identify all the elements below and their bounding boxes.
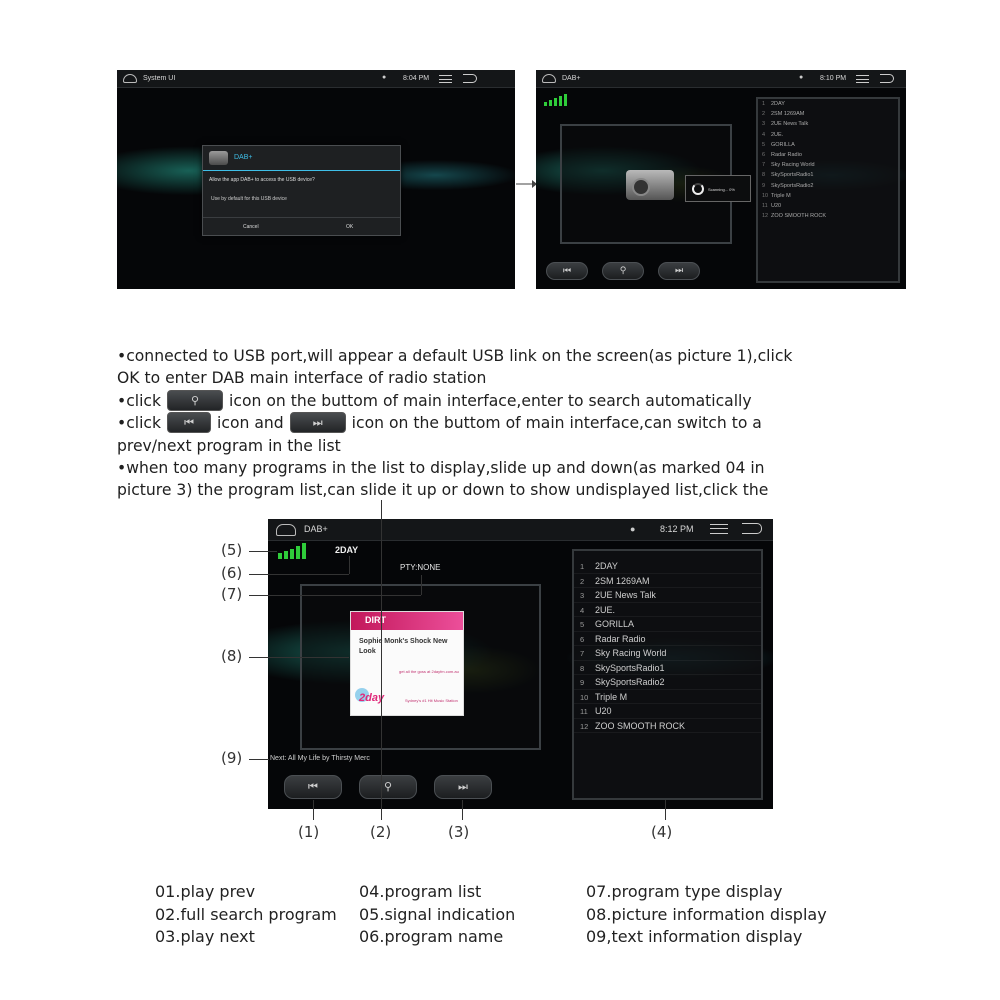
- program-list-name: 2UE.: [595, 604, 616, 615]
- legend-item: 04.program list: [359, 882, 482, 901]
- search-icon: ⚲: [619, 266, 627, 276]
- program-list-item[interactable]: [574, 559, 761, 574]
- legend-item: 01.play prev: [155, 882, 256, 901]
- dialog-title: DAB+: [234, 154, 253, 161]
- instruction-text: icon on the buttom of main interface,enter to search automatically: [229, 391, 752, 410]
- callout-6: (6): [221, 564, 243, 582]
- callout-7: (7): [221, 585, 243, 603]
- program-list-item[interactable]: [574, 574, 761, 589]
- program-list-item[interactable]: [574, 603, 761, 618]
- program-list[interactable]: [572, 549, 763, 800]
- program-list-item[interactable]: [574, 617, 761, 632]
- program-list-name: U20: [771, 202, 782, 209]
- instruction-text: icon on the buttom of main interface,can switch to a: [351, 414, 762, 433]
- search-button[interactable]: [359, 775, 417, 799]
- next-icon: ⏭: [312, 416, 323, 430]
- legend-item: 09,text information display: [586, 927, 803, 946]
- legend-item: 07.program type display: [586, 882, 783, 901]
- play-next-button[interactable]: [434, 775, 492, 799]
- callout-line: [249, 551, 277, 552]
- card-headline: Sophie Monk's Shock New Look: [359, 638, 448, 655]
- callout-2: (2): [370, 823, 392, 841]
- legend-item: 06.program name: [359, 927, 504, 946]
- instruction-line: [117, 390, 907, 412]
- location-icon: ●: [630, 524, 636, 534]
- program-number: 4: [580, 605, 585, 615]
- menu-icon[interactable]: [439, 75, 452, 83]
- home-icon[interactable]: [542, 74, 556, 83]
- ok-button[interactable]: OK: [346, 224, 354, 230]
- instruction-text: icon and: [217, 414, 284, 433]
- usb-permission-dialog: [202, 145, 401, 236]
- card-footer: Sydney's #1 Hit Music Station: [405, 698, 458, 703]
- program-list-item[interactable]: [758, 99, 898, 109]
- program-type: PTY:NONE: [400, 563, 441, 572]
- program-number: 12: [762, 213, 769, 220]
- program-list-item[interactable]: [758, 160, 898, 170]
- program-list-name: 2UE News Talk: [771, 121, 809, 128]
- program-list-item[interactable]: [758, 119, 898, 129]
- program-list-name: SkySportsRadio1: [771, 172, 814, 179]
- status-bar: [536, 70, 906, 88]
- text-information: Next: All My Life by Thirsty Merc: [270, 755, 370, 762]
- home-icon[interactable]: [123, 74, 137, 83]
- cancel-button[interactable]: Cancel: [243, 224, 259, 230]
- location-icon: ●: [382, 74, 387, 81]
- screenshot-usb-permission: [117, 70, 515, 289]
- program-number: 3: [580, 591, 585, 600]
- legend-item: 02.full search program: [155, 904, 337, 924]
- search-icon: ⚲: [191, 393, 200, 407]
- program-number: 5: [762, 141, 766, 148]
- legend-item: 05.signal indication: [359, 904, 516, 924]
- play-prev-button[interactable]: [546, 262, 588, 280]
- program-list-item[interactable]: [574, 690, 761, 705]
- dialog-divider: [203, 170, 400, 171]
- legend-column: [155, 881, 337, 949]
- signal-indicator: [278, 543, 308, 559]
- program-list-name: 2DAY: [595, 561, 618, 571]
- dialog-message: Allow the app DAB+ to access the USB device?: [209, 177, 315, 183]
- status-title: DAB+: [562, 75, 581, 82]
- program-number: 5: [580, 620, 585, 629]
- program-number: 6: [762, 151, 766, 158]
- status-bar: [117, 70, 515, 88]
- back-icon[interactable]: [463, 74, 477, 83]
- instruction-line: OK to enter DAB main interface of radio station: [117, 369, 487, 388]
- program-number: 8: [762, 172, 766, 179]
- program-number: 11: [580, 707, 588, 716]
- status-title: System UI: [143, 75, 176, 82]
- menu-icon[interactable]: [710, 524, 728, 534]
- instruction-text: •click: [117, 391, 162, 410]
- callout-8: (8): [221, 647, 243, 665]
- program-list-item[interactable]: [574, 588, 761, 603]
- callout-line: [249, 595, 421, 596]
- program-number: 12: [580, 721, 589, 731]
- status-time: 8:10 PM: [820, 75, 847, 82]
- dialog-button-bar: [203, 217, 400, 235]
- program-list-item[interactable]: [758, 130, 898, 140]
- program-number: 6: [580, 634, 585, 644]
- callout-line: [349, 556, 350, 574]
- program-list-item[interactable]: [758, 150, 898, 160]
- callout-line: [249, 657, 349, 658]
- screenshot-main-interface: [268, 519, 773, 809]
- program-number: 1: [762, 101, 766, 107]
- program-list-item[interactable]: [574, 719, 761, 734]
- card-logo: 2day: [359, 692, 385, 704]
- callout-9: (9): [221, 749, 243, 767]
- program-list-name: SkySportsRadio2: [595, 677, 665, 687]
- program-list[interactable]: [756, 97, 900, 283]
- card-subtext: get all the goss at 2dayfm.com.au: [399, 669, 459, 674]
- back-icon[interactable]: [742, 523, 762, 534]
- program-list-name: Sky Racing World: [595, 648, 667, 658]
- program-list-name: U20: [595, 706, 612, 716]
- callout-line: [381, 500, 382, 820]
- prev-button-illustration: [167, 412, 211, 433]
- program-list-name: Triple M: [771, 192, 791, 199]
- callout-4: (4): [651, 823, 673, 841]
- search-button[interactable]: [602, 262, 644, 280]
- program-list-name: ZOO SMOOTH ROCK: [595, 720, 685, 731]
- instruction-line: prev/next program in the list: [117, 436, 341, 455]
- arrow-icon: [516, 178, 538, 190]
- legend-column: [359, 881, 515, 949]
- play-next-button[interactable]: [658, 262, 700, 280]
- instruction-line: [117, 412, 907, 434]
- program-list-item[interactable]: [574, 704, 761, 719]
- program-list-name: 2DAY: [771, 101, 785, 107]
- program-list-item[interactable]: [574, 632, 761, 647]
- program-number: 2: [580, 576, 585, 586]
- callout-line: [249, 759, 269, 760]
- prev-icon: ⏮: [562, 266, 572, 276]
- callout-line: [462, 800, 463, 820]
- home-icon[interactable]: [276, 524, 296, 536]
- instruction-line: •when too many programs in the list to display,slide up and down(as marked 04 in: [117, 458, 765, 477]
- prev-icon: ⏮: [308, 780, 318, 793]
- location-icon: ●: [799, 74, 804, 81]
- prev-icon: ⏮: [184, 416, 194, 430]
- callout-line: [313, 800, 314, 820]
- program-list-item[interactable]: [758, 191, 898, 201]
- program-list-item[interactable]: [574, 646, 761, 661]
- program-list-item[interactable]: [758, 201, 898, 211]
- program-list-name: Triple M: [595, 691, 628, 702]
- program-list-name: 2UE News Talk: [595, 590, 656, 600]
- program-list-item[interactable]: [758, 109, 898, 119]
- radio-image: [626, 170, 674, 200]
- screenshot-scanning: [536, 70, 906, 289]
- instruction-text: •click: [117, 414, 162, 433]
- program-list-name: Radar Radio: [595, 633, 646, 644]
- status-time: 8:04 PM: [403, 75, 430, 82]
- program-number: 7: [580, 649, 585, 658]
- radio-app-icon: [209, 151, 228, 165]
- program-number: 4: [762, 131, 766, 138]
- program-number: 10: [762, 192, 769, 199]
- legend-item: 03.play next: [155, 927, 255, 946]
- program-list-name: Radar Radio: [771, 151, 802, 158]
- callout-1: (1): [298, 823, 320, 841]
- search-button-illustration: [167, 390, 223, 411]
- instruction-line: •connected to USB port,will appear a default USB link on the screen(as picture 1),click: [117, 347, 793, 365]
- card-header: DIRT: [351, 612, 463, 630]
- legend-item: 08.picture information display: [586, 904, 827, 924]
- callout-5: (5): [221, 541, 243, 559]
- legend-column: [586, 881, 827, 949]
- callout-line: [421, 575, 422, 595]
- program-number: 11: [762, 202, 768, 209]
- program-number: 9: [580, 678, 585, 687]
- program-list-name: Sky Racing World: [771, 162, 815, 169]
- signal-indicator: [544, 94, 569, 106]
- program-number: 1: [580, 562, 585, 571]
- program-list-name: 2SM 1269AM: [771, 111, 805, 118]
- next-icon: ⏭: [674, 266, 684, 276]
- menu-icon[interactable]: [856, 75, 869, 83]
- default-usb-checkbox[interactable]: Use by default for this USB device: [211, 196, 287, 202]
- next-icon: ⏭: [458, 780, 468, 793]
- program-list-name: 2SM 1269AM: [595, 575, 650, 586]
- program-list-item[interactable]: [574, 661, 761, 676]
- program-list-name: GORILLA: [771, 141, 795, 148]
- back-icon[interactable]: [880, 74, 894, 83]
- program-list-item[interactable]: [758, 140, 898, 150]
- program-name: 2DAY: [335, 545, 359, 555]
- program-number: 8: [580, 663, 585, 673]
- program-list-name: SkySportsRadio1: [595, 662, 665, 673]
- program-number: 10: [580, 692, 589, 702]
- program-number: 7: [762, 162, 766, 169]
- picture-information: [350, 611, 464, 716]
- callout-line: [665, 800, 666, 820]
- next-button-illustration: [290, 412, 346, 433]
- program-list-name: ZOO SMOOTH ROCK: [771, 213, 826, 220]
- callout-3: (3): [448, 823, 470, 841]
- program-list-item[interactable]: [574, 675, 761, 690]
- program-list-name: 2UE.: [771, 131, 784, 138]
- program-list-item[interactable]: [758, 181, 898, 191]
- status-time: 8:12 PM: [660, 524, 694, 534]
- callout-line: [249, 574, 349, 575]
- scan-progress-text: Scanning... 0%: [708, 187, 735, 192]
- program-number: 2: [762, 111, 766, 118]
- instructions: [117, 345, 907, 502]
- program-number: 3: [762, 121, 766, 128]
- program-list-item[interactable]: [758, 170, 898, 180]
- program-list-item[interactable]: [758, 211, 898, 221]
- status-bar: [268, 519, 773, 541]
- play-prev-button[interactable]: [284, 775, 342, 799]
- program-list-name: SkySportsRadio2: [771, 182, 814, 189]
- search-icon: ⚲: [383, 780, 393, 793]
- program-number: 9: [762, 182, 766, 189]
- status-title: DAB+: [304, 524, 328, 534]
- program-list-name: GORILLA: [595, 619, 635, 629]
- scanning-popup: [685, 175, 751, 202]
- spinner-icon: [692, 183, 704, 195]
- instruction-line: picture 3) the program list,can slide it up or down to show undisplayed list,click the: [117, 481, 769, 500]
